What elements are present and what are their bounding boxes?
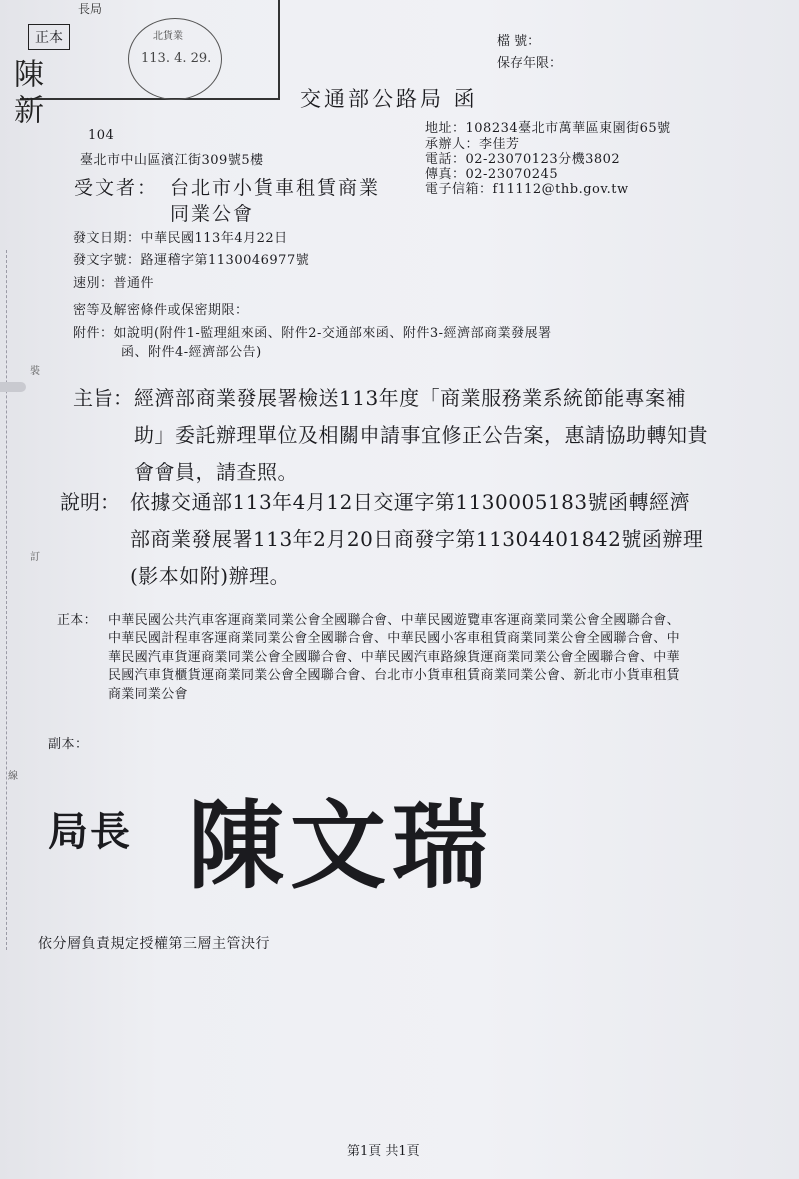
authorization-note: 依分層負責規定授權第三層主管決行 [38,936,270,952]
recipient-name-line2: 同業公會 [170,203,255,225]
punch-hole [0,382,26,392]
recipient-name-line1: 台北市小貨車租賃商業 [170,177,381,199]
recipient-address: 臺北市中山區濱江街309號5樓 [80,153,264,168]
copy-stamp: 正本 [28,24,70,50]
sender-email: 電子信箱：f11112@thb.gov.tw [425,182,629,197]
subject-label: 主旨： [73,386,133,410]
main-recipients: 中華民國公共汽車客運商業同業公會全國聯合會、中華民國遊覽車客運商業同業公會全國聯合會、中華民國計程車客運商業同業公會全國聯合會、中華民國小客車租賃商業同業公會全國聯合會、中華民國汽車貨運商業同業公會全國聯合會、中華民國汽車路線貨運商業同業公會全國聯合會、中華民國汽車貨櫃貨運商業同業公會全國聯合會、台北市小貨車租賃商業同業公會、新北市小貨車租賃商業同業公會 [108,613,680,702]
issue-date: 發文日期：中華民國113年4月22日 [73,231,288,246]
main-recipients-label: 正本： [57,613,97,628]
handwritten-note: 陳新 [8,58,43,130]
attachment-line2: 函、附件4-經濟部公告) [121,345,262,360]
sender-phone: 電話：02-23070123分機3802 [425,152,621,167]
binding-line [6,250,7,950]
copy-recipients-label: 副本： [48,737,89,752]
retention-label: 保存年限： [497,56,563,71]
sender-contact: 承辦人：李佳芳 [425,137,520,152]
margin-mark-bind: 裝 [30,366,40,377]
explanation-label: 說明： [60,490,120,514]
attachment-line1: 附件：如說明(附件1-監理組來函、附件2-交通部來函、附件3-經濟部商業發展署 [73,326,552,341]
signer-name: 陳文瑞 [188,789,494,902]
page-number: 第1頁 共1頁 [347,1144,420,1159]
margin-mark-staple: 訂 [30,552,40,563]
document-number: 發文字號：路運稽字第1130046977號 [73,253,310,268]
date-stamp [128,18,222,100]
recipient-label: 受文者： [74,177,159,199]
delivery-speed: 速別：普通件 [73,276,155,291]
explanation-text: 依據交通部113年4月12日交運字第1130005183號函轉經濟部商業發展署113年2月20日商發字第11304401842號函辦理(影本如附)辦理。 [130,490,704,588]
sender-fax: 傳真：02-23070245 [425,167,559,182]
signer-title: 局長 [48,808,132,855]
date-stamp-org: 北貨業 [153,31,183,42]
sender-address: 地址：108234臺北市萬華區東園街65號 [425,121,671,136]
postal-code: 104 [88,128,115,143]
subject-text: 經濟部商業發展署檢送113年度「商業服務業系統節能專案補助」委託辦理單位及相關申請事宜修正公告案，惠請協助轉知貴會會員，請查照。 [134,386,708,484]
bureau-stamp-mark: 長局 [78,2,103,16]
secrecy-level: 密等及解密條件或保密期限： [73,303,249,318]
date-stamp-date: 113. 4. 29. [141,51,212,66]
document-title: 交通部公路局 函 [300,87,478,111]
margin-mark-line: 線 [8,771,18,782]
file-number-label: 檔 號： [497,34,541,49]
